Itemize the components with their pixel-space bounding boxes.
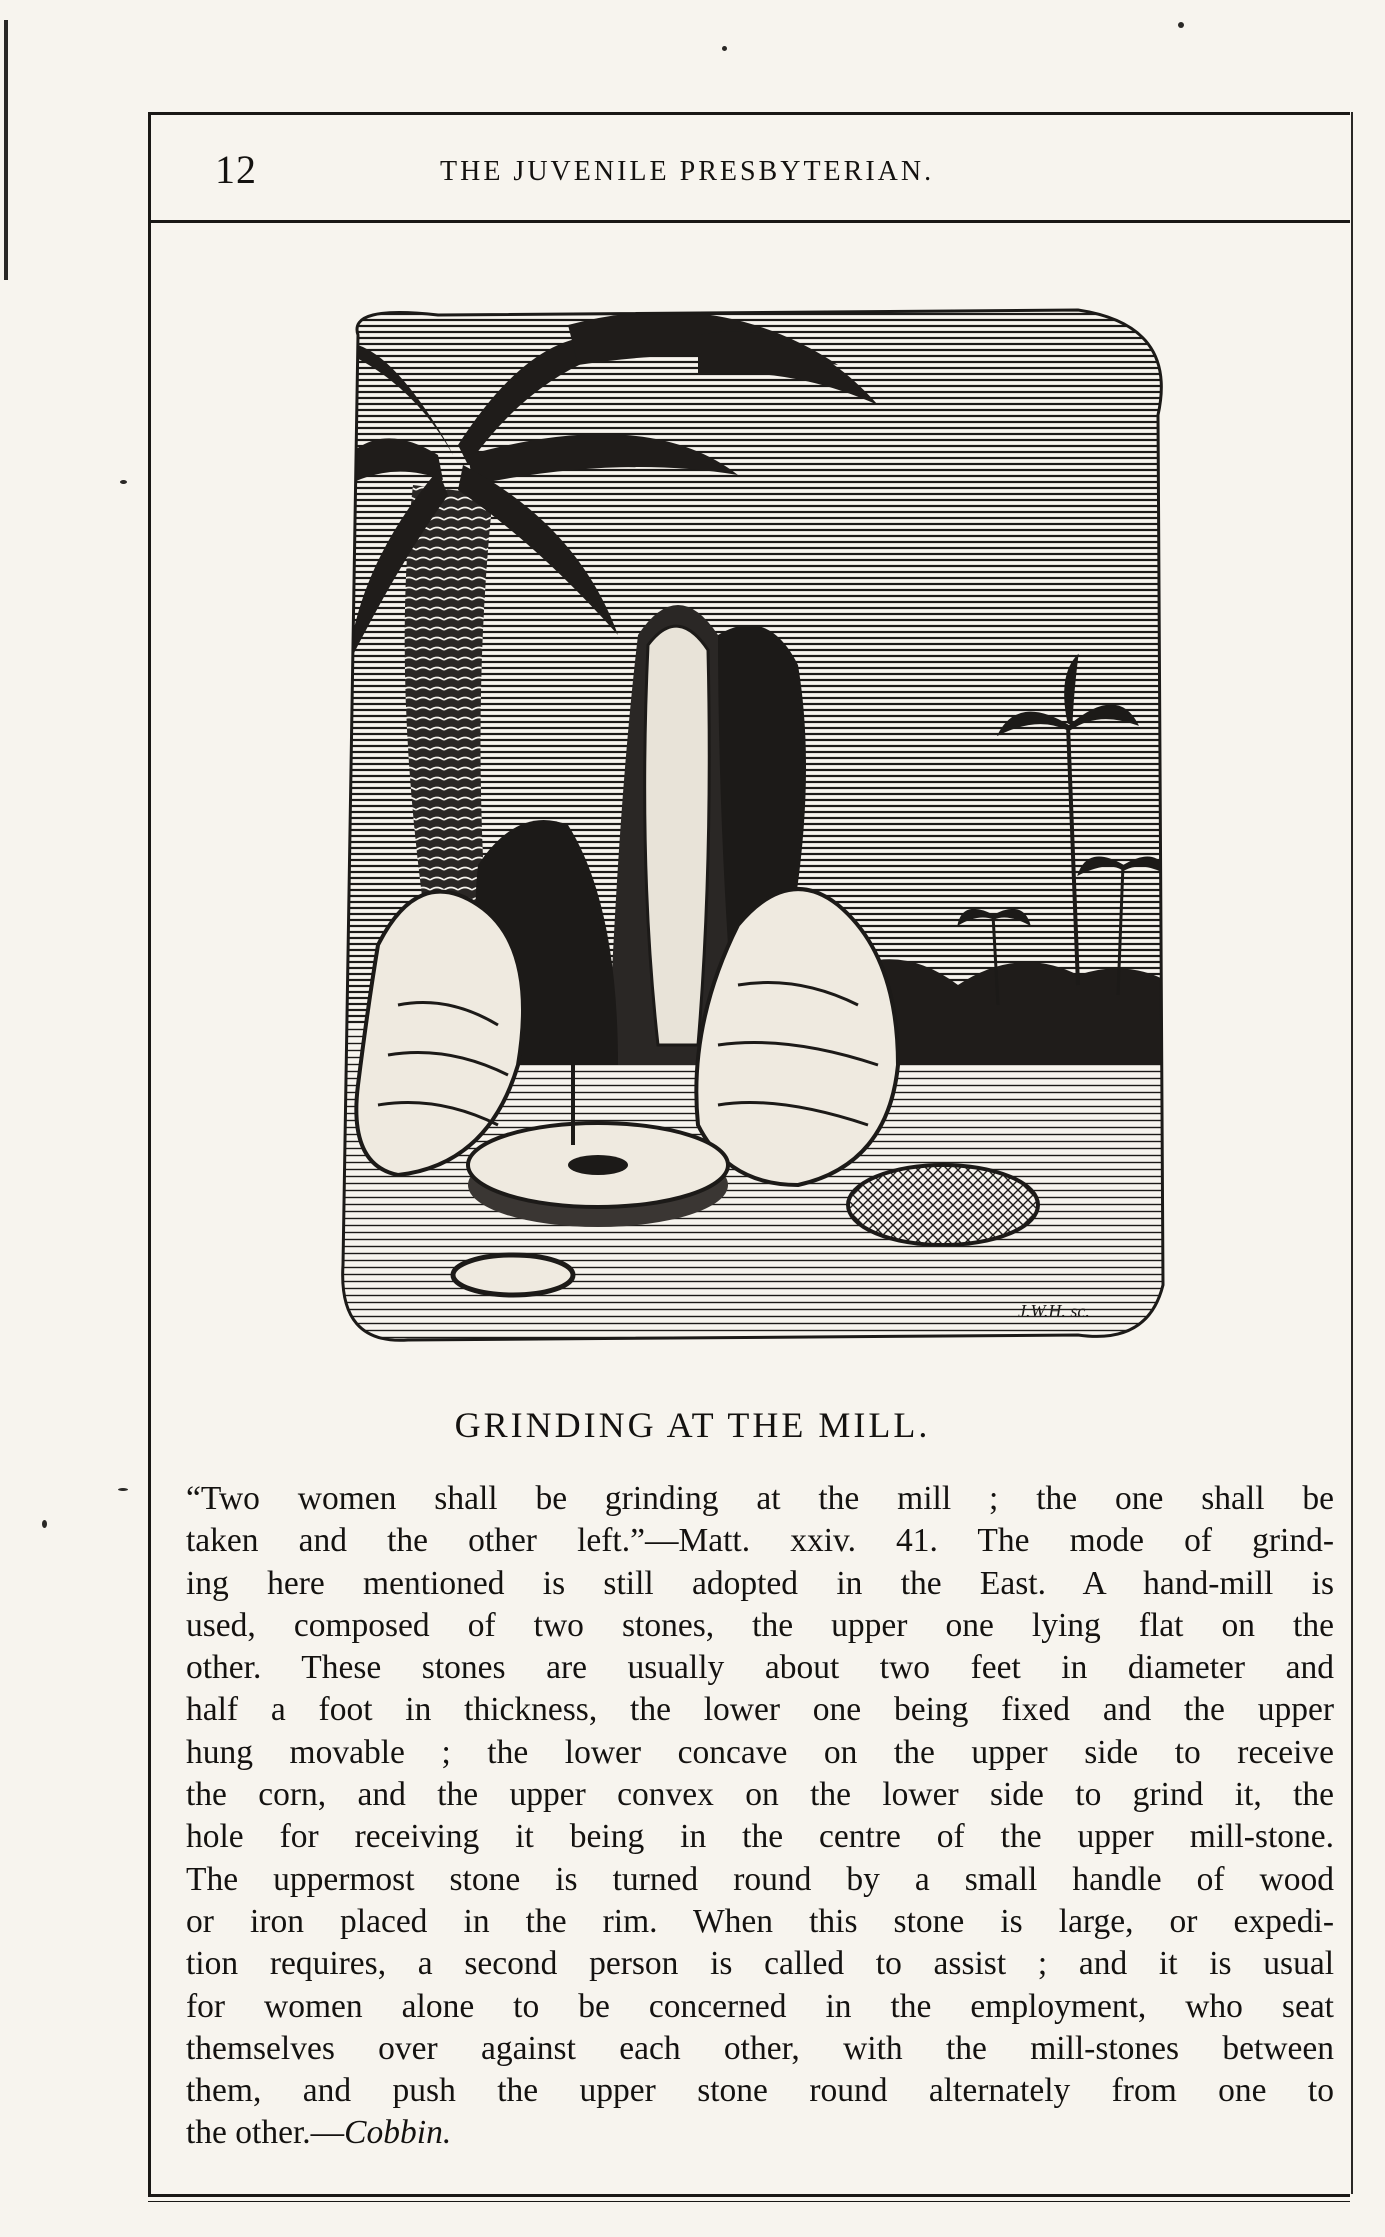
- text-line: hung movable ; the lower concave on the upper side to receive: [186, 1733, 1334, 1771]
- text-line: the corn, and the upper convex on the lower side to grind it, the: [186, 1776, 1334, 1814]
- text-line: or iron placed in the rim. When this stone is large, or expedi-: [186, 1902, 1334, 1940]
- attribution: Cobbin.: [344, 2114, 452, 2152]
- header-rule: [148, 220, 1350, 223]
- text-line: for women alone to be concerned in the employment, who seat: [186, 1987, 1334, 2025]
- print-speck: [1178, 22, 1184, 28]
- millstone-hole: [568, 1155, 628, 1175]
- text-line: half a foot in thickness, the lower one being fixed and the upper: [186, 1691, 1334, 1729]
- text-line: “Two women shall be grinding at the mill ; the one shall be: [186, 1480, 1334, 1517]
- text-line: taken and the other left.”—Matt. xxiv. 41. The mode of grind-: [186, 1522, 1334, 1560]
- engraving-illustration: [318, 305, 1188, 1355]
- plate-title: GRINDING AT THE MILL.: [454, 1405, 931, 1445]
- binding-edge-mark: [4, 20, 8, 280]
- text-line: themselves over against each other, with the mill-stones between: [186, 2029, 1334, 2067]
- standing-woman-veil: [645, 626, 710, 1045]
- article-body: [186, 1478, 1334, 2155]
- print-speck: [118, 1488, 128, 1491]
- top-rule: [148, 112, 1350, 115]
- dish: [453, 1255, 573, 1295]
- engraver-signature: J.W.H. sc.: [1018, 1301, 1090, 1321]
- last-line-text: the other.—: [186, 2114, 345, 2152]
- print-speck: [42, 1520, 47, 1528]
- text-line: tion requires, a second person is called to assist ; and it is usual: [186, 1945, 1334, 1983]
- bottom-rule: [148, 2194, 1350, 2197]
- text-line-last: [186, 2112, 1334, 2154]
- text-line: them, and push the upper stone round alternately from one to: [186, 2072, 1334, 2110]
- print-speck: [722, 46, 727, 51]
- text-line: other. These stones are usually about two feet in diameter and: [186, 1649, 1334, 1687]
- text-line: hole for receiving it being in the centre of the upper mill-stone.: [186, 1818, 1334, 1856]
- basket: [848, 1165, 1038, 1245]
- page-number: 12: [215, 147, 257, 192]
- running-title: THE JUVENILE PRESBYTERIAN.: [440, 156, 935, 187]
- text-line: ing here mentioned is still adopted in the East. A hand-mill is: [186, 1564, 1334, 1602]
- bottom-rule-thin: [148, 2201, 1350, 2202]
- text-line: The uppermost stone is turned round by a small handle of wood: [186, 1860, 1334, 1898]
- text-line: used, composed of two stones, the upper one lying flat on the: [186, 1606, 1334, 1644]
- print-speck: [120, 480, 127, 484]
